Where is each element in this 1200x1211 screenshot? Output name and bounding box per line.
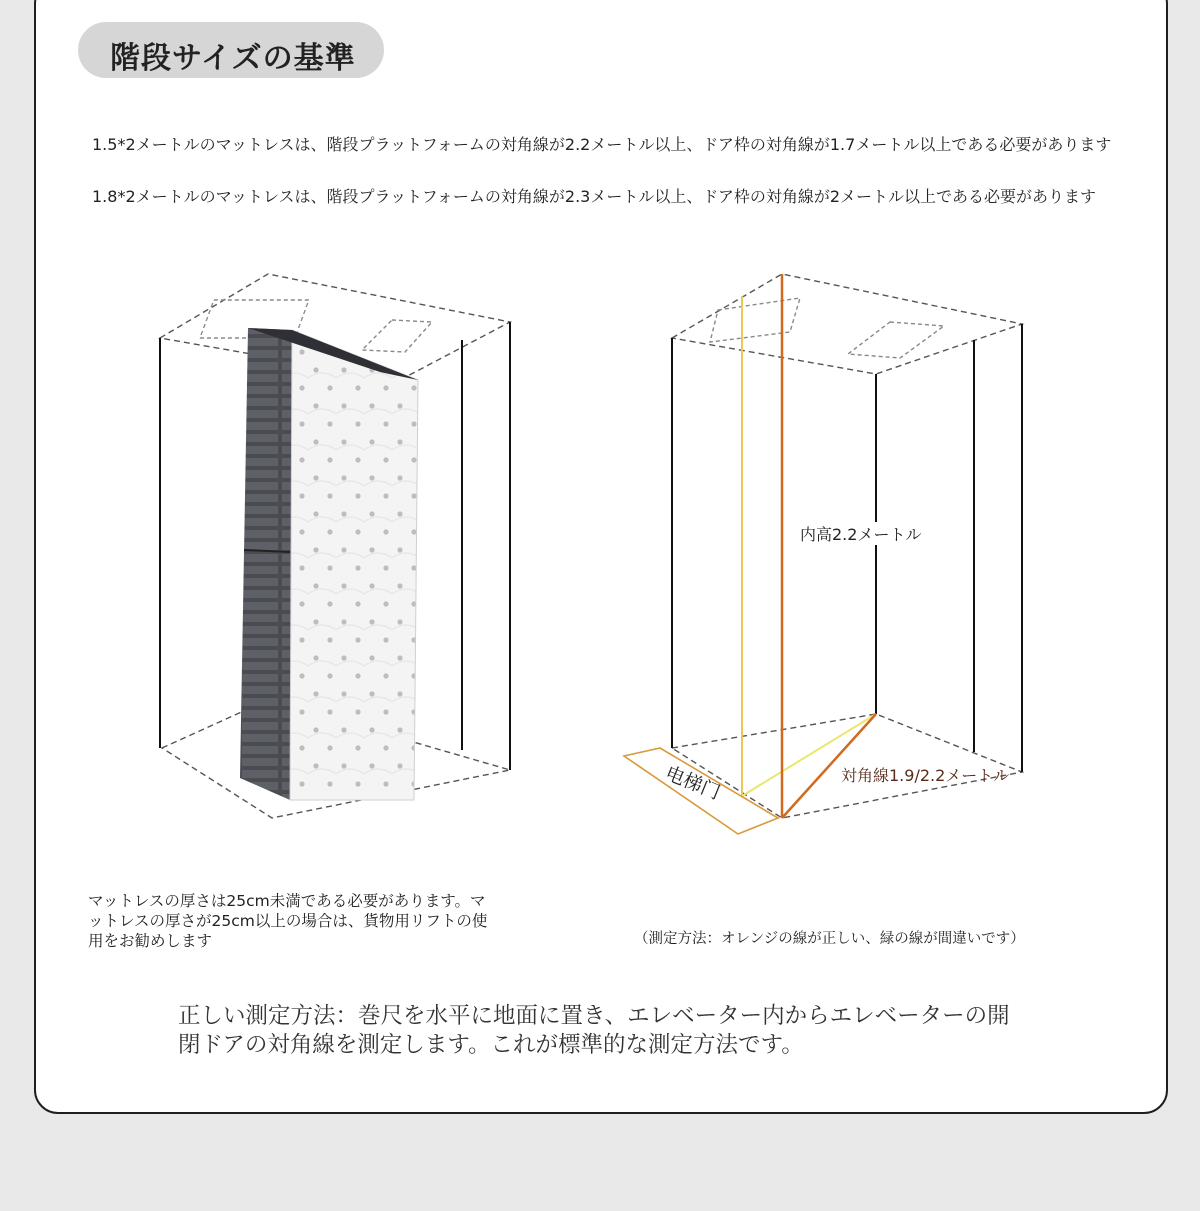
elevator-door xyxy=(624,748,778,834)
requirement-1: 1.5*2メートルのマットレスは、階段プラットフォームの対角線が2.2メートル以上、ドア枠の対角線が1.7メートル以上である必要があります xyxy=(92,135,1112,154)
requirement-2: 1.8*2メートルのマットレスは、階段プラットフォームの対角線が2.3メートル以上、ドア枠の対角線が2メートル以上である必要があります xyxy=(92,187,1097,206)
inner-height-label: 内高2.2メートル xyxy=(800,522,921,545)
diagonal-label: 対角線1.9/2.2メートル xyxy=(841,766,1010,785)
measurement-lines xyxy=(742,274,876,818)
page-title: 階段サイズの基準 xyxy=(110,41,356,76)
thickness-note: マットレスの厚さは25cm未満である必要があります。マットレスの厚さが25cm以上の場合は、貨物用リフトの使用をお勧めします xyxy=(88,892,488,950)
measure-caption: （測定方法：オレンジの線が正しい、緑の線が間違いです） xyxy=(634,931,1025,947)
door-label: 电梯门 xyxy=(662,762,724,804)
right-elevator-box xyxy=(672,274,1022,818)
correct-method-text: 正しい測定方法：巻尺を水平に地面に置き、エレベーター内からエレベーターの開閉ドアの対角線を測定します。これが標準的な測定方法です。 xyxy=(178,1003,1010,1058)
mattress-image xyxy=(240,328,418,800)
